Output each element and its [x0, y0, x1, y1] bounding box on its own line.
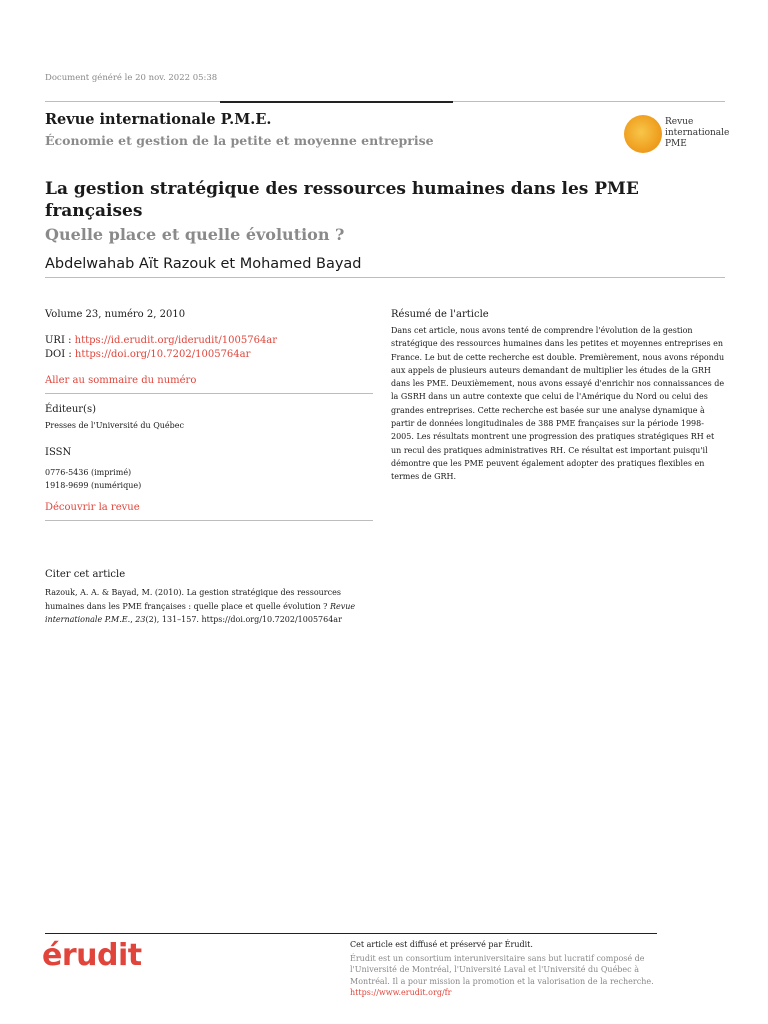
doi-link[interactable]: https://doi.org/10.7202/1005764ar [74, 349, 251, 360]
cite-heading: Citer cet article [45, 569, 126, 580]
volume-info: Volume 23, numéro 2, 2010 [45, 309, 186, 320]
logo-text: Revue internationale PME [665, 117, 730, 149]
uri-line: URI : https://id.erudit.org/iderudit/1005764ar [45, 335, 278, 346]
header-divider [45, 277, 725, 278]
issn-print: 0776-5436 (imprimé) [45, 468, 132, 477]
erudit-link[interactable]: https://www.erudit.org/fr [350, 988, 452, 997]
footer-heading: Cet article est diffusé et préservé par Érudit. [350, 940, 533, 949]
publisher-heading: Éditeur(s) [45, 404, 96, 415]
journal-logo[interactable] [624, 113, 734, 157]
section-divider [45, 520, 373, 521]
footer-text: Érudit est un consortium interuniversitaire sans but lucratif composé de l'Université de Montréal, l'Université Laval et l'Université du Québec à Montréal. Il a pour mission la promotion et la valorisation de la recherche. [350, 953, 654, 986]
article-authors: Abdelwahab Aït Razouk et Mohamed Bayad [45, 256, 362, 272]
uri-link[interactable]: https://id.erudit.org/iderudit/1005764ar [74, 335, 278, 346]
journal-title[interactable]: Revue internationale P.M.E. [45, 111, 272, 128]
footer-divider [45, 933, 657, 934]
erudit-logo[interactable]: érudit [42, 938, 142, 973]
generated-date: Document généré le 20 nov. 2022 05:38 [45, 73, 218, 83]
citation-text: Razouk, A. A. & Bayad, M. (2010). La gestion stratégique des ressources humaines dans les PME françaises : quelle place et quelle évolution ? Revue internationale P.M.E., 23(2), 131–157. https://doi.org/10.7202/1005764ar [45, 588, 356, 624]
globe-icon [624, 115, 662, 153]
discover-journal-link[interactable]: Découvrir la revue [45, 502, 140, 513]
article-title: La gestion stratégique des ressources humaines dans les PME françaises [45, 179, 639, 221]
top-divider-accent [220, 101, 453, 103]
section-divider [45, 393, 373, 394]
article-subtitle: Quelle place et quelle évolution ? [45, 225, 345, 244]
abstract-text: Dans cet article, nous avons tenté de comprendre l'évolution de la gestion stratégique des ressources humaines dans les petites et moyennes entreprises en France. Le but de cette recherche est double. Premièrement, nous avons répondu aux appels de plusieurs auteurs demandant de multiplier les études de la GRH dans les PME. Deuxièmement, nous avons essayé d'enrichir nos connaissances de la GSRH dans un autre contexte que celui de l'Amérique du Nord ou celui des grandes entreprises. Cette recherche est basée sur une analyse dynamique à partir de données longitudinales de 388 PME françaises sur la période 1998-2005. Les résultats montrent une progression des pratiques stratégiques RH et un recul des pratiques administratives RH. Ce résultat est important puisqu'il démontre que les PME peuvent également adopter des pratiques flexibles en termes de GRH. [391, 326, 725, 482]
article-details [45, 309, 373, 521]
issn-digital: 1918-9699 (numérique) [45, 481, 142, 490]
publisher-name: Presses de l'Université du Québec [45, 421, 184, 430]
issue-contents-link[interactable]: Aller au sommaire du numéro [45, 375, 197, 386]
issn-heading: ISSN [45, 447, 72, 458]
journal-subtitle: Économie et gestion de la petite et moyenne entreprise [45, 133, 434, 148]
footer-info [350, 939, 670, 999]
abstract-section [391, 309, 726, 484]
doi-line: DOI : https://doi.org/10.7202/1005764ar [45, 349, 251, 360]
abstract-heading: Résumé de l'article [391, 309, 489, 320]
